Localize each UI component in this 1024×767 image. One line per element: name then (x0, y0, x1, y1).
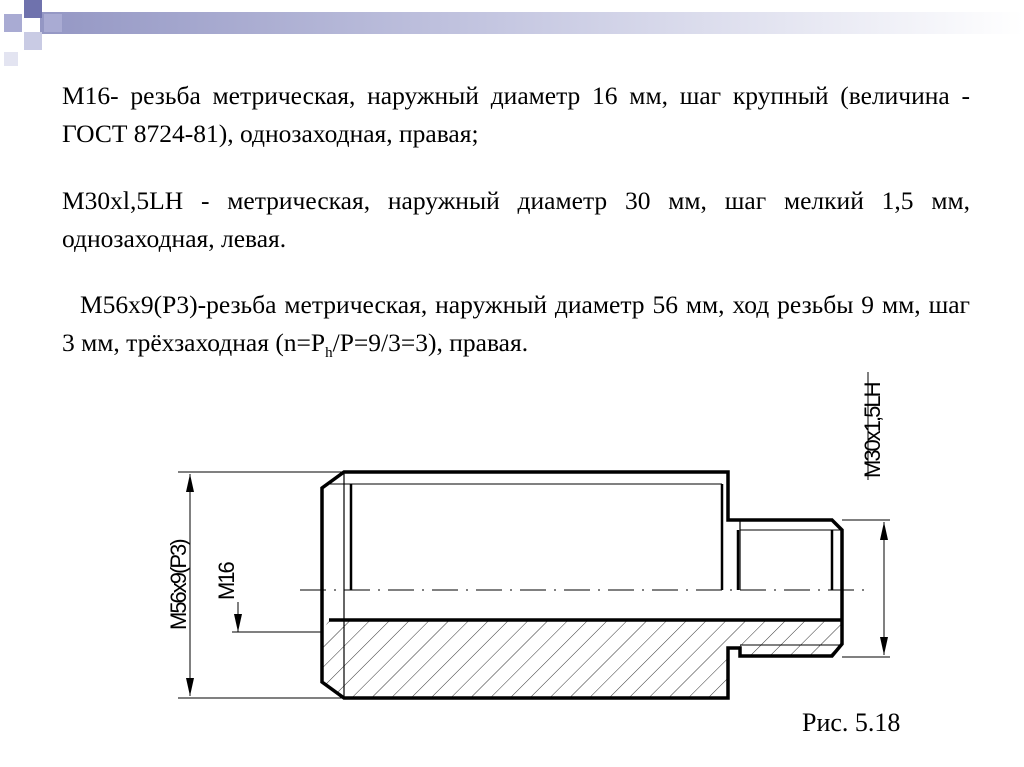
p3-text-end: /P=9/3=3), правая. (332, 328, 529, 357)
arrow-up (186, 474, 194, 492)
slide-header-bar (40, 12, 1024, 34)
thread-drawing (150, 360, 890, 720)
dim-label-m16: M16 (214, 563, 239, 600)
decor-square (24, 32, 42, 50)
p3-subscript: h (325, 345, 333, 361)
p3-text-start: M56x9(P3)-резьба метрическая, наружный диаметр 56 мм, ход резьбы 9 мм, шаг 3 мм, трёхзаходная (n=P (62, 290, 970, 357)
paragraph-m56 (62, 286, 970, 362)
figure-caption: Рис. 5.18 (802, 708, 901, 737)
arrow-down (186, 678, 194, 696)
paragraph-m30: M30xl,5LH - метрическая, наружный диаметр 30 мм, шаг мелкий 1,5 мм, однозаходная, левая. (62, 186, 970, 253)
decor-square (4, 52, 18, 66)
arrow-down (234, 614, 242, 632)
paragraph-m16: М16- резьба метрическая, наружный диаметр 16 мм, шаг крупный (величина - ГОСТ 8724-81), однозаходная, правая; (62, 81, 970, 148)
dim-label-m30: M30x1,5LH (860, 383, 885, 478)
decor-square (44, 14, 62, 32)
section-hatch (322, 620, 842, 698)
arrow-down (880, 637, 888, 655)
decor-square (24, 0, 42, 18)
dim-label-m56: M56x9(P3) (166, 540, 191, 630)
arrow-up (880, 522, 888, 540)
decor-square (4, 14, 22, 32)
